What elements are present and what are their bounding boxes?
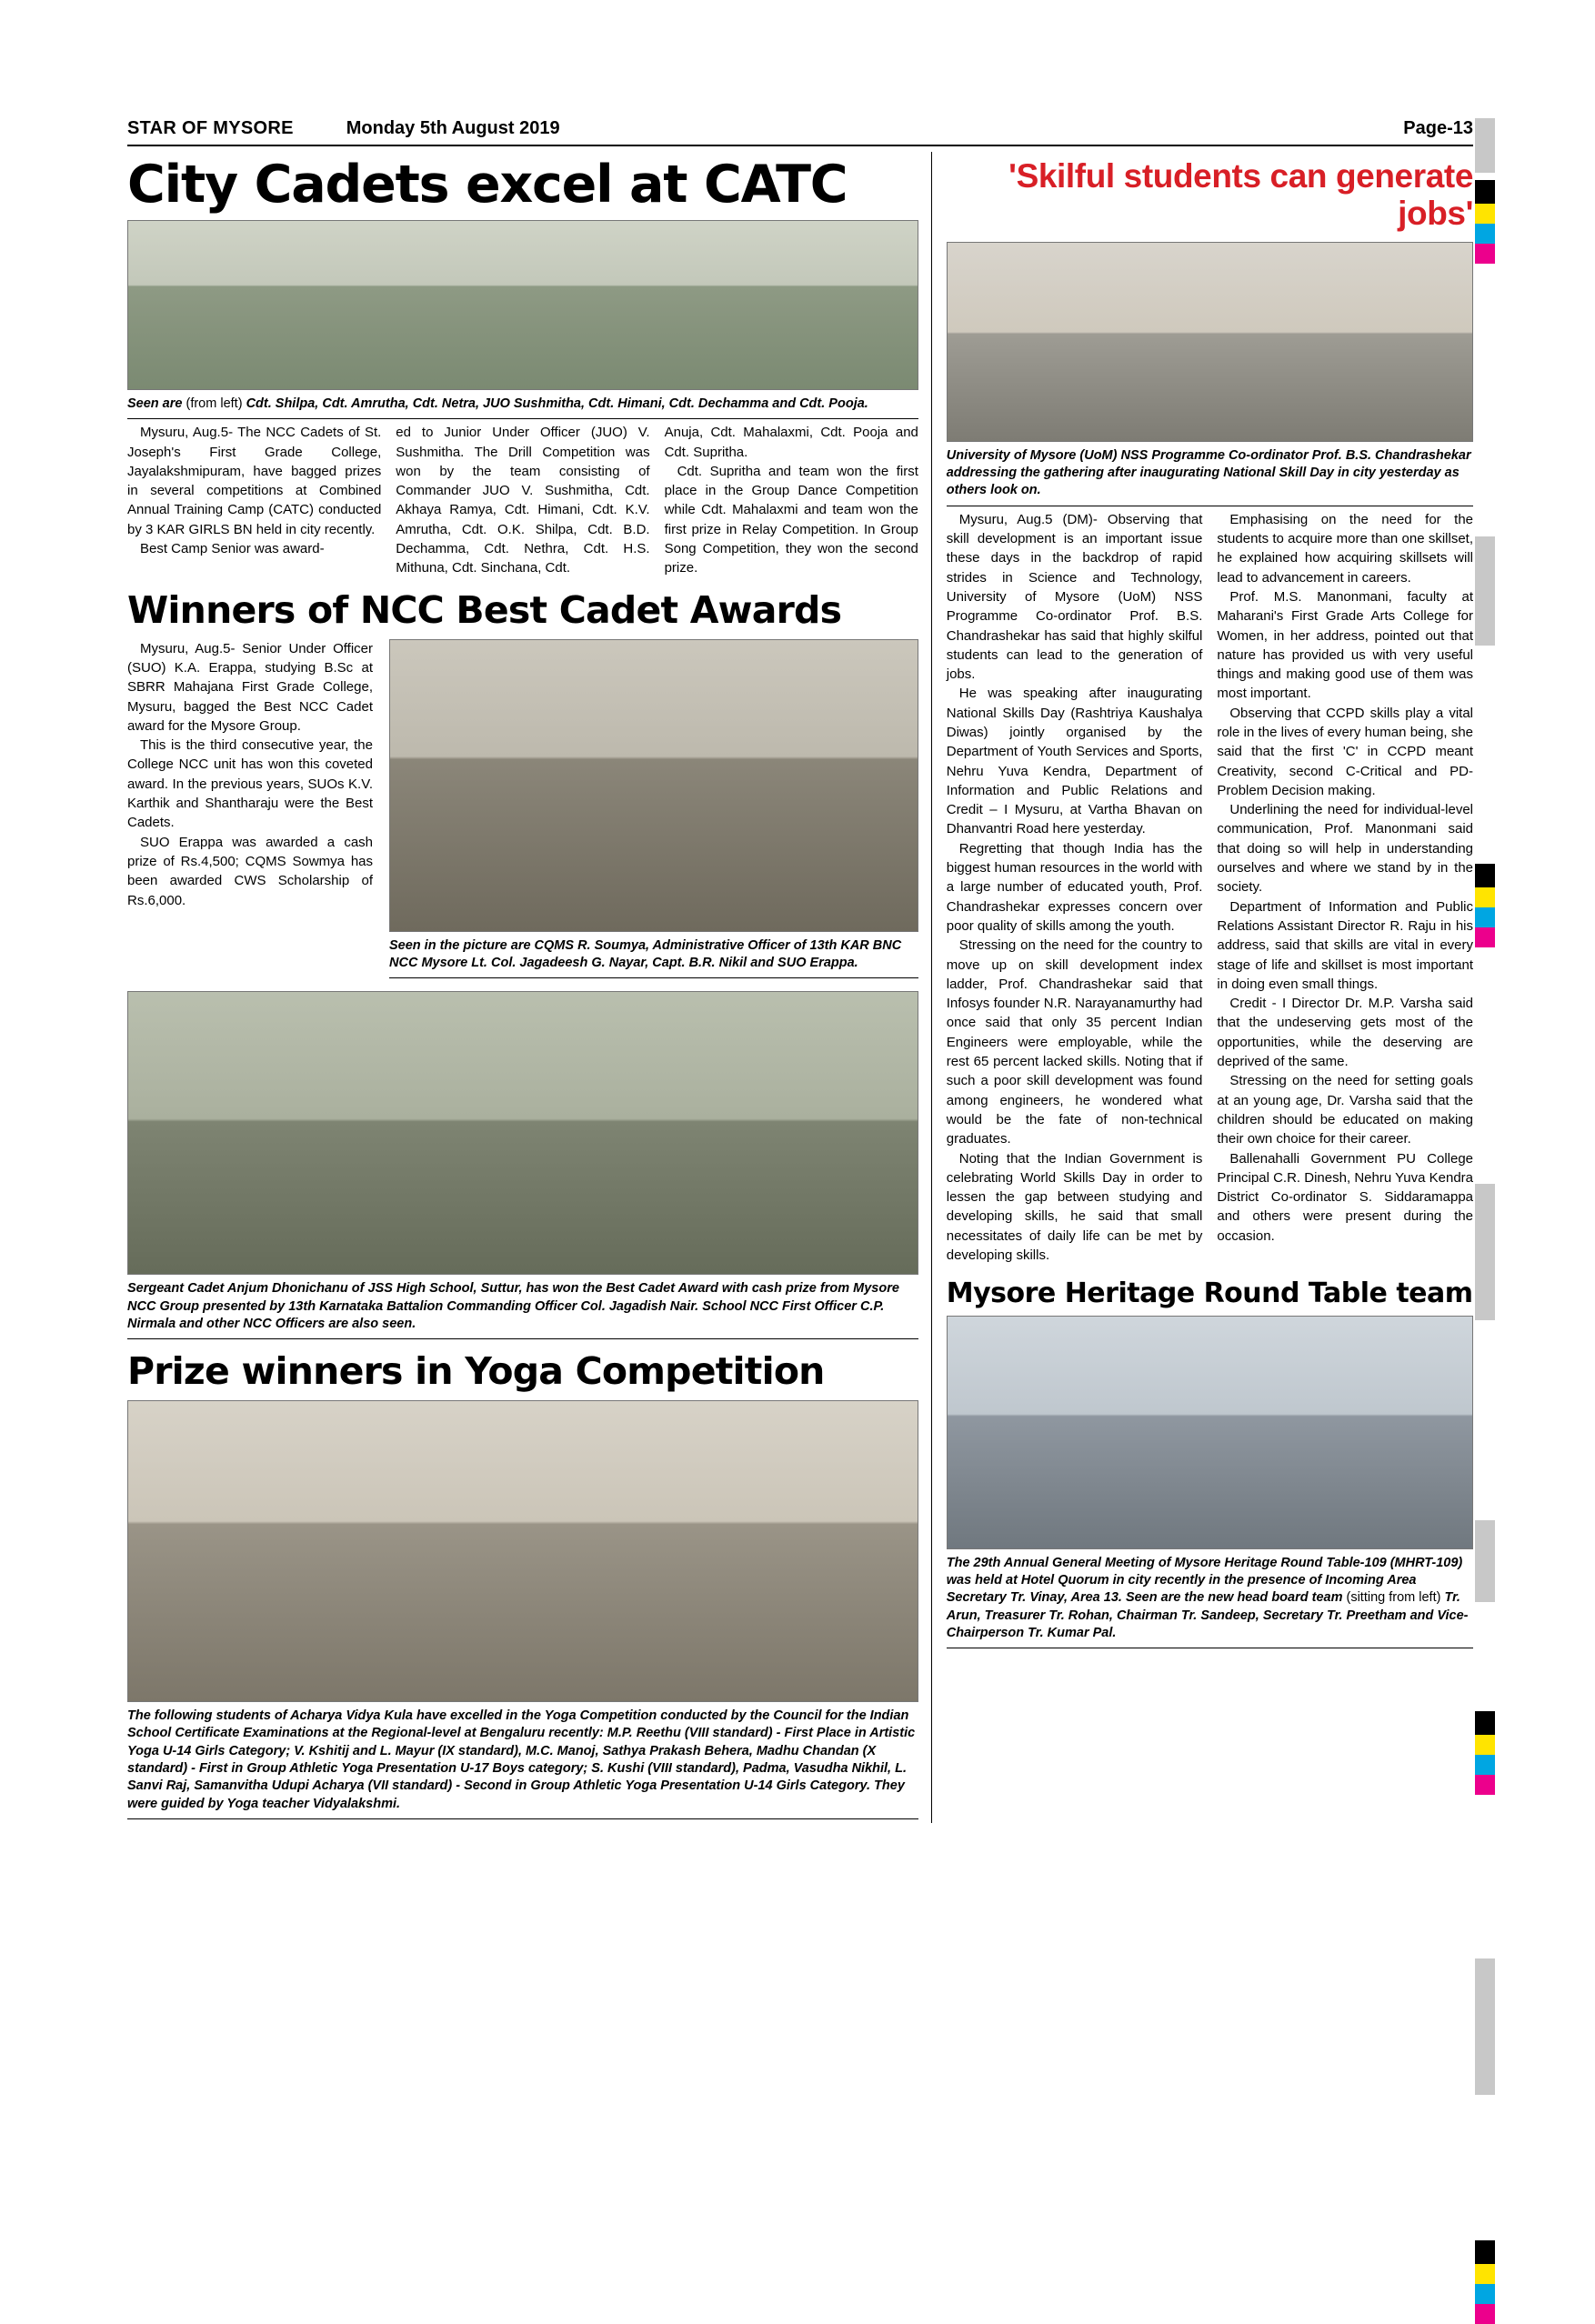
paragraph: Credit - I Director Dr. M.P. Varsha said that the undeserving gets most of the opportunities, while the deserving are deprived of the same. bbox=[1217, 996, 1474, 1070]
color-bar-17 bbox=[1475, 1602, 1495, 1711]
story-catc-col-3 bbox=[665, 423, 918, 577]
paragraph: Prof. M.S. Manonmani, faculty at Maharani's First Grade Arts College for Women, in her address, pointed out that nature has provided us with very useful things and making good use of them was most important. bbox=[1217, 588, 1474, 702]
color-bar-10 bbox=[1475, 887, 1495, 907]
caption-round-table-team bbox=[947, 1555, 1473, 1648]
right-column bbox=[931, 152, 1473, 1823]
paragraph: Mysuru, Aug.5- Senior Under Officer (SUO) K.A. Erappa, studying B.Sc at SBRR Mahajana First Grade College, Mysuru, bagged the Best NCC Cadet award for the Mysore Group. bbox=[127, 640, 373, 734]
color-bar-0 bbox=[1475, 118, 1495, 173]
masthead bbox=[127, 118, 1473, 146]
color-bar-9 bbox=[1475, 864, 1495, 887]
photo-nss-skill-day bbox=[947, 242, 1473, 442]
caption-yoga-winners: The following students of Acharya Vidya Kula have excelled in the Yoga Competition conducted by the Council for the Indian School Certificate Examinations at the Regional-level at Bengaluru recently: M.P. Reethu (VIII standard) - First Place in Artistic Yoga U-14 Girls Category; V. Kshitij and L. Mayur (IX standard), M.C. Manoj, Sathya Prakash Behera, Madhu Chandan (X standard) - First in Group Athletic Yoga Presentation U-17 Boys category; S. Kushi (VIII standard), Padma, Vasudha Nikhil, L. Sanvi Raj, Samanvitha Udupi Acharya (VII standard) - Second in Group Athletic Yoga Presentation U-14 Girls Category. They were guided by Yoga teacher Vidyalakshmi. bbox=[127, 1708, 918, 1819]
caption-lead: Seen are bbox=[127, 396, 186, 411]
figure-best-cadet bbox=[389, 639, 918, 983]
color-bar-3 bbox=[1475, 204, 1495, 224]
color-bar-15 bbox=[1475, 1320, 1495, 1520]
paragraph: Anuja, Cdt. Mahalaxmi, Cdt. Pooja and Cdt. Supritha. bbox=[664, 425, 918, 460]
paragraph: This is the third consecutive year, the College NCC unit has won this coveted award. In the previous years, SUOs K.V. Karthik and Shantharaju were the Best Cadets. bbox=[127, 737, 373, 831]
color-bar-8 bbox=[1475, 646, 1495, 864]
color-bar-14 bbox=[1475, 1184, 1495, 1320]
color-registration-bars bbox=[1475, 118, 1495, 2324]
headline-round-table: Mysore Heritage Round Table team bbox=[946, 1277, 1473, 1310]
color-bar-24 bbox=[1475, 2095, 1495, 2240]
caption-from-left: (from left) bbox=[186, 396, 246, 411]
headline-city-cadets: City Cadets excel at CATC bbox=[127, 155, 848, 215]
photo-ncc-cadets bbox=[127, 220, 918, 390]
color-bar-13 bbox=[1475, 947, 1495, 1184]
color-bar-21 bbox=[1475, 1775, 1495, 1795]
paragraph: Mysuru, Aug.5 (DM)- Observing that skill development is an important issue these days in the backdrop of rapid strides in Science and Technology, University of Mysore (UoM) NSS Programme Co-ordinator Prof. B.S. Chandrashekar has said that highly skilful students can lead to the generation of jobs. bbox=[946, 511, 1203, 683]
paragraph: He was speaking after inaugurating National Skills Day (Rashtriya Kaushalya Diwas) jointly organised by the Department of Youth Services and Sports, Nehru Yuva Kendra, Department of Information and Public Relations and Credit – I Mysuru, at Vartha Bhavan on Dhanvantri Road here yesterday. bbox=[946, 686, 1203, 837]
paragraph: SUO Erappa was awarded a cash prize of Rs.4,500; CQMS Sowmya has been awarded CWS Scholarship of Rs.6,000. bbox=[127, 834, 373, 908]
paragraph: Noting that the Indian Government is celebrating World Skills Day in order to lessen the gap between studying and developing skills, he said that small necessitates of daily life can be met by developing skills. bbox=[946, 1150, 1203, 1263]
color-bar-27 bbox=[1475, 2284, 1495, 2304]
story-skills-col-2 bbox=[1217, 510, 1473, 1266]
paragraph: Best Camp Senior was award- bbox=[140, 541, 325, 557]
story-best-cadet-text bbox=[127, 639, 373, 983]
headline-skilful-students: 'Skilful students can generate jobs' bbox=[1008, 157, 1473, 233]
photo-cadet-officers bbox=[389, 639, 918, 932]
caption-ncc-officers-group: Sergeant Cadet Anjum Dhonichanu of JSS High School, Suttur, has won the Best Cadet Award with cash prize from Mysore NCC Group presented by 13th Karnataka Battalion Commanding Officer Col. Jagadish Nair. School NCC First Officer C.P. Nirmala and other NCC Officers are also seen. bbox=[127, 1280, 918, 1339]
color-bar-28 bbox=[1475, 2304, 1495, 2324]
issue-date: Monday 5th August 2019 bbox=[346, 118, 560, 138]
story-skills-columns bbox=[947, 510, 1473, 1266]
color-bar-19 bbox=[1475, 1735, 1495, 1755]
story-catc-columns bbox=[127, 423, 918, 577]
paragraph: Regretting that though India has the biggest human resources in the world with a large number of educated youth, Prof. Chandrashekar expresses concern over poor quality of skills among the youth. bbox=[946, 840, 1203, 934]
caption-rest: Cdt. Shilpa, Cdt. Amrutha, Cdt. Netra, JUO Sushmitha, Cdt. Himani, Cdt. Dechamma and Cdt. Pooja. bbox=[246, 396, 868, 411]
story-skills-col-1 bbox=[947, 510, 1203, 1266]
story-catc-col-2 bbox=[396, 423, 649, 577]
color-bar-18 bbox=[1475, 1711, 1495, 1735]
color-bar-1 bbox=[1475, 173, 1495, 180]
paragraph: Ballenahalli Government PU College Principal C.R. Dinesh, Nehru Yuva Kendra District Co-ordinator S. Siddaramappa and others were present during the occasion. bbox=[1217, 1150, 1474, 1244]
paragraph: ed to Junior Under Officer (JUO) V. Sushmitha. The Drill Competition was won by the team consisting of Commander JUO V. Sushmitha, Cdt. Akhaya Ramya, Cdt. Himani, Cdt. K.V. Amrutha, Cdt. O.K. Shilpa, Cdt. B.D. Dechamma, Cdt. Nethra, Cdt. H.S. Mithuna, Cdt. Sinchana, Cdt. bbox=[396, 425, 650, 576]
color-bar-16 bbox=[1475, 1520, 1495, 1602]
caption-sitting-from-left: (sitting from left) bbox=[1346, 1590, 1445, 1606]
color-bar-7 bbox=[1475, 536, 1495, 646]
headline-best-cadet-awards: Winners of NCC Best Cadet Awards bbox=[127, 587, 842, 632]
paragraph: Emphasising on the need for the students to acquire more than one skillset, he explained how acquiring skillsets will lead to advancement in careers. bbox=[1217, 511, 1474, 586]
caption-cadet-officers: Seen in the picture are CQMS R. Soumya, Administrative Officer of 13th KAR BNC NCC Mysore Lt. Col. Jagadeesh G. Nayar, Capt. B.R. Nikil and SUO Erappa. bbox=[389, 937, 918, 979]
color-bar-5 bbox=[1475, 244, 1495, 264]
color-bar-26 bbox=[1475, 2264, 1495, 2284]
color-bar-20 bbox=[1475, 1755, 1495, 1775]
color-bar-2 bbox=[1475, 180, 1495, 204]
paragraph: Department of Information and Public Relations Assistant Director R. Raju in his address, said that skills are vital in every stage of life and skillset is most important in doing even small things. bbox=[1217, 898, 1474, 992]
paragraph: Stressing on the need for setting goals at an young age, Dr. Varsha said that the children should be educated on making their own choice for their career. bbox=[1217, 1073, 1474, 1147]
paragraph: Mysuru, Aug.5- The NCC Cadets of St. Joseph's First Grade College, Jayalakshmipuram, have bagged prizes in several competitions at Combined Annual Training Camp (CATC) conducted by 3 KAR GIRLS BN held in city recently. bbox=[127, 425, 382, 537]
column-gutter bbox=[918, 152, 931, 1823]
caption-part-a: The 29th Annual General Meeting of Mysore Heritage Round Table-109 (MHRT-109) was held at Hotel Quorum in city recently in the presence of Incoming Area Secretary Tr. Vinay, Area 13. Seen are the new head board team bbox=[946, 1555, 1463, 1606]
photo-yoga-winners bbox=[127, 1400, 918, 1702]
caption-nss-skill-day: University of Mysore (UoM) NSS Programme Co-ordinator Prof. B.S. Chandrashekar addressing the gathering after inaugurating National Skill Day in city yesterday as others look on. bbox=[947, 447, 1473, 506]
paragraph: Underlining the need for individual-level communication, Prof. Manonmani said that doing so will help in understanding ourselves and where we stand by in the society. bbox=[1217, 802, 1474, 896]
color-bar-12 bbox=[1475, 927, 1495, 947]
paragraph: Observing that CCPD skills play a vital role in the lives of every human being, she said that the first 'C' in CCPD meant Creativity, second C-Critical and PD- Problem Decision making. bbox=[1217, 705, 1474, 798]
left-column bbox=[127, 152, 918, 1823]
photo-round-table-team bbox=[947, 1316, 1473, 1549]
caption-ncc-cadets bbox=[127, 396, 918, 419]
color-bar-4 bbox=[1475, 224, 1495, 244]
color-bar-22 bbox=[1475, 1795, 1495, 1958]
caption-part-b: Tr. Arun, Treasurer Tr. Rohan, Chairman Tr. Sandeep, Secretary Tr. Preetham and Vice-Chairperson Tr. Kumar Pal. bbox=[946, 1590, 1469, 1640]
paragraph: Stressing on the need for the country to move up on skill development index ladder, Prof. Chandrashekar said that Infosys founder N.R. Narayanamurthy had once said that only 35 percent Indian Engineers were employable, while the rest 65 percent lacked skills. Noting that if such a poor skill development was found among engineers, he wondered what would be the fate of non-technical graduates. bbox=[946, 937, 1203, 1147]
paragraph: Cdt. Supritha and team won the first place in the Group Dance Competition while Cdt. Mahalaxmi and team won the first prize in Relay Competition. In Group Song Competition, they won the second prize. bbox=[664, 463, 918, 576]
headline-yoga-competition: Prize winners in Yoga Competition bbox=[127, 1349, 825, 1394]
photo-ncc-officers-group bbox=[127, 991, 918, 1275]
color-bar-6 bbox=[1475, 264, 1495, 536]
page-number: Page-13 bbox=[1403, 118, 1473, 138]
newspaper-page bbox=[127, 118, 1473, 2119]
color-bar-11 bbox=[1475, 907, 1495, 927]
story-catc-col-1 bbox=[127, 423, 381, 577]
color-bar-25 bbox=[1475, 2240, 1495, 2264]
color-bar-23 bbox=[1475, 1958, 1495, 2095]
story-best-cadet-block bbox=[127, 639, 918, 983]
paper-name: STAR OF MYSORE bbox=[127, 118, 294, 138]
